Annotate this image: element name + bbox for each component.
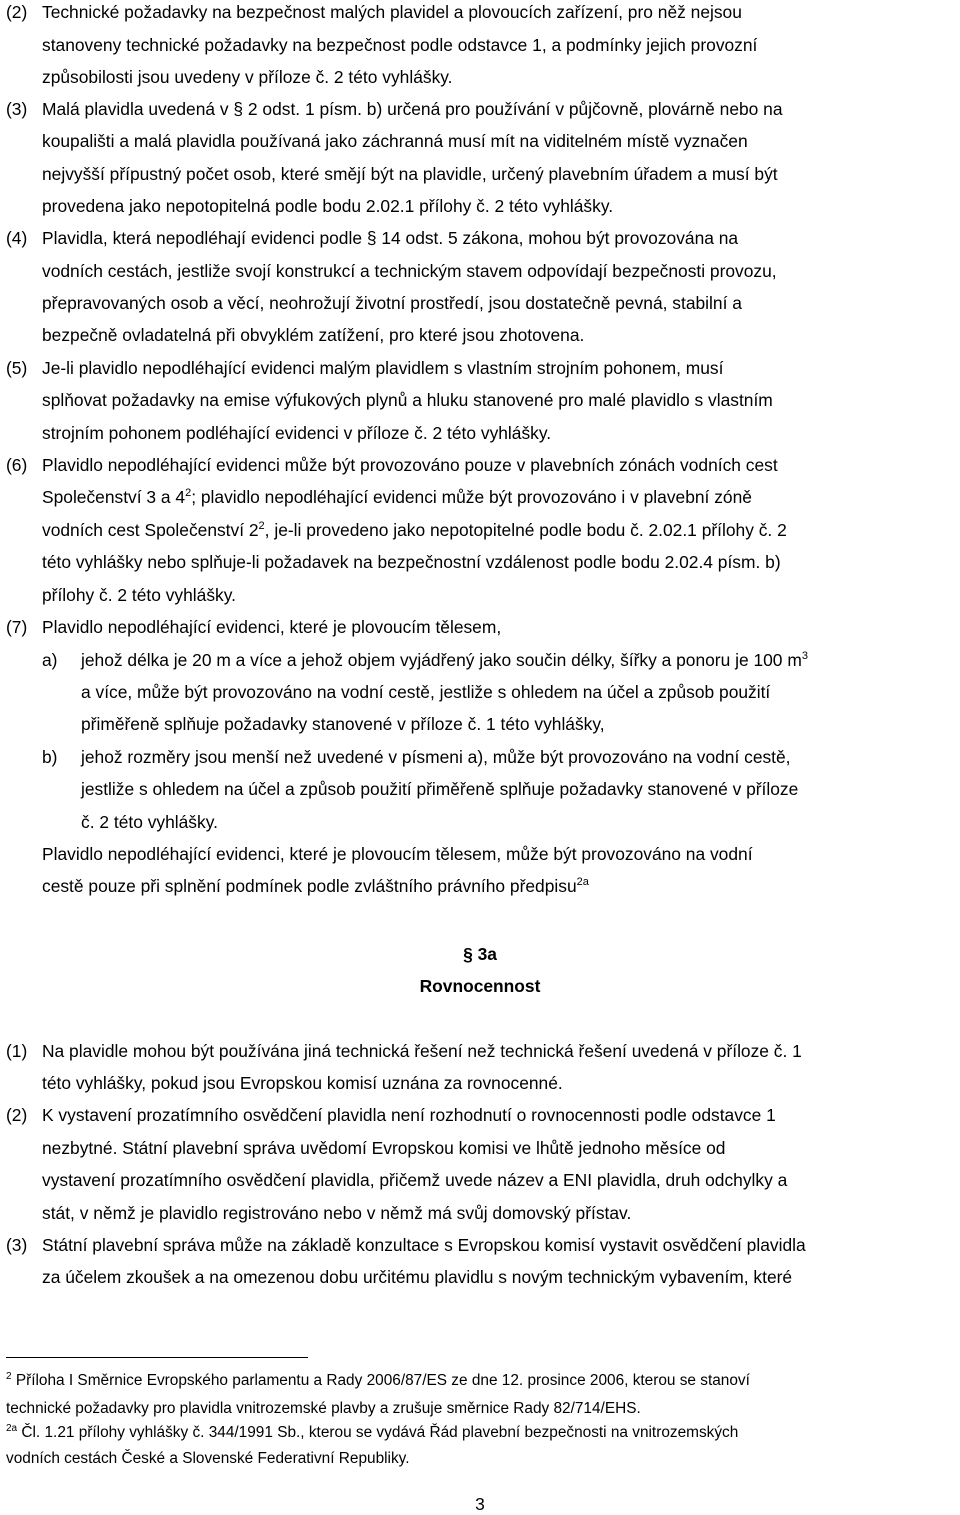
paragraph-number: (4) [6, 228, 28, 248]
paragraph-line: této vyhlášky, pokud jsou Evropskou komisí uznána za rovnocenné. [42, 1073, 563, 1093]
section-title: Rovnocennost [419, 976, 541, 996]
paragraph-line: cestě pouze při splnění podmínek podle zvláštního právního předpisu$^{2a}$ [42, 876, 589, 896]
list-item-line: jestliže s ohledem na účel a způsob použití přiměřeně splňuje požadavky stanovené v příloze [81, 779, 799, 799]
paragraph-line: přílohy č. 2 této vyhlášky. [42, 585, 236, 605]
footnote-separator [6, 1357, 308, 1358]
paragraph-line: provedena jako nepotopitelná podle bodu 2.02.1 přílohy č. 2 této vyhlášky. [42, 196, 614, 216]
list-label: b) [42, 747, 58, 767]
footnote: $^{2a}$ Čl. 1.21 přílohy vyhlášky č. 344/1991 Sb., kterou se vydává Řád plavební bezpečnosti na vnitrozemských [6, 1423, 739, 1441]
paragraph-line: strojním pohonem podléhající evidenci v příloze č. 2 této vyhlášky. [42, 423, 552, 443]
paragraph-line: vystavení prozatímního osvědčení plavidla, přičemž uvede název a ENI plavidla, druh odchylky a [42, 1170, 788, 1190]
list-item-line: jehož rozměry jsou menší než uvedené v písmeni a), může být provozováno na vodní cestě, [81, 747, 791, 767]
paragraph-line: stát, v němž je plavidlo registrováno nebo v němž má svůj domovský přístav. [42, 1203, 632, 1223]
paragraph-line: Plavidla, která nepodléhají evidenci podle § 14 odst. 5 zákona, mohou být provozována na [42, 228, 739, 248]
paragraph-line: nejvyšší přípustný počet osob, které smějí být na plavidle, určený plavebním úřadem a musí být [42, 164, 778, 184]
paragraph-line: Společenství 3 a $4^2$; plavidlo nepodléhající evidenci může být provozováno i v plavební zóně [42, 487, 752, 507]
paragraph-line: za účelem zkoušek a na omezenou dobu určitému plavidlu s novým technickým vybavením, které [42, 1267, 793, 1287]
page-number: 3 [475, 1494, 485, 1514]
paragraph-line: Na plavidle mohou být používána jiná technická řešení než technická řešení uvedená v příloze č. 1 [42, 1041, 802, 1061]
paragraph-line: způsobilosti jsou uvedeny v příloze č. 2 této vyhlášky. [42, 67, 453, 87]
paragraph-number: (1) [6, 1041, 28, 1061]
paragraph-line: bezpečně ovladatelná při obvyklém zatížení, pro které jsou zhotovena. [42, 325, 585, 345]
paragraph-line: Plavidlo nepodléhající evidenci, které je plovoucím tělesem, [42, 617, 502, 637]
paragraph-number: (7) [6, 617, 28, 637]
paragraph-line: stanoveny technické požadavky na bezpečnost podle odstavce 1, a podmínky jejich provozní [42, 35, 758, 55]
section-number: § 3a [463, 944, 497, 964]
paragraph-line: Je-li plavidlo nepodléhající evidenci malým plavidlem s vlastním strojním pohonem, musí [42, 358, 724, 378]
footnote-line: vodních cestách České a Slovenské Federativní Republiky. [6, 1450, 410, 1467]
paragraph-number: (5) [6, 358, 28, 378]
paragraph-line: této vyhlášky nebo splňuje-li požadavek na bezpečnostní vzdálenost podle bodu 2.02.4 písm. b) [42, 552, 781, 572]
paragraph-line: vodních cest Společenství $2^2$, je-li provedeno jako nepotopitelné podle bodu č. 2.02.1 přílohy č. 2 [42, 520, 787, 540]
paragraph-line: koupališti a malá plavidla používaná jako záchranná musí mít na viditelném místě vyznačen [42, 131, 748, 151]
footnote-ref: 2a [576, 876, 589, 888]
paragraph-line: Plavidlo nepodléhající evidenci může být provozováno pouze v plavebních zónách vodních cest [42, 455, 778, 475]
paragraph-number: (6) [6, 455, 28, 475]
list-item-line: a více, může být provozováno na vodní cestě, jestliže s ohledem na účel a způsob použití [81, 682, 771, 702]
paragraph-number: (2) [6, 1105, 28, 1125]
list-item-line: přiměřeně splňuje požadavky stanovené v příloze č. 1 této vyhlášky, [81, 714, 605, 734]
list-item-line: č. 2 této vyhlášky. [81, 812, 218, 832]
footnote-mark: 2a [6, 1423, 18, 1434]
paragraph-line: přepravovaných osob a věcí, neohrožují životní prostředí, jsou dostatečně pevná, stabilní a [42, 293, 742, 313]
paragraph-line: Plavidlo nepodléhající evidenci, které je plovoucím tělesem, může být provozováno na vodní [42, 844, 753, 864]
list-item-line: jehož délka je 20 m a více a jehož objem vyjádřený jako součin délky, šířky a ponoru je 100 $m^3$ [81, 650, 808, 670]
paragraph-line: Malá plavidla uvedená v § 2 odst. 1 písm. b) určená pro používání v půjčovně, plovárně nebo na [42, 99, 783, 119]
paragraph-number: (2) [6, 2, 28, 22]
paragraph-line: K vystavení prozatímního osvědčení plavidla není rozhodnutí o rovnocennosti podle odstavce 1 [42, 1105, 776, 1125]
footnote-mark: 2 [6, 1371, 12, 1382]
paragraph-number: (3) [6, 99, 28, 119]
paragraph-line: splňovat požadavky na emise výfukových plynů a hluku stanovené pro malé plavidlo s vlastním [42, 390, 773, 410]
superscript: 3 [801, 650, 808, 662]
paragraph-line: Státní plavební správa může na základě konzultace s Evropskou komisí vystavit osvědčení plavidla [42, 1235, 806, 1255]
footnote-line: technické požadavky pro plavidla vnitrozemské plavby a zrušuje směrnice Rady 82/714/EHS. [6, 1400, 641, 1417]
list-label: a) [42, 650, 58, 670]
footnote: $^2$ Příloha I Směrnice Evropského parlamentu a Rady 2006/87/ES ze dne 12. prosince 2006, kterou se stanoví [6, 1371, 750, 1389]
footnote-ref: 2 [185, 487, 192, 499]
footnote-ref: 2 [258, 520, 265, 532]
paragraph-line: Technické požadavky na bezpečnost malých plavidel a plovoucích zařízení, pro něž nejsou [42, 2, 742, 22]
paragraph-number: (3) [6, 1235, 28, 1255]
paragraph-line: nezbytné. Státní plavební správa uvědomí Evropskou komisi ve lhůtě jednoho měsíce od [42, 1138, 726, 1158]
paragraph-line: vodních cestách, jestliže svojí konstrukcí a technickým stavem odpovídají bezpečnosti provozu, [42, 261, 777, 281]
